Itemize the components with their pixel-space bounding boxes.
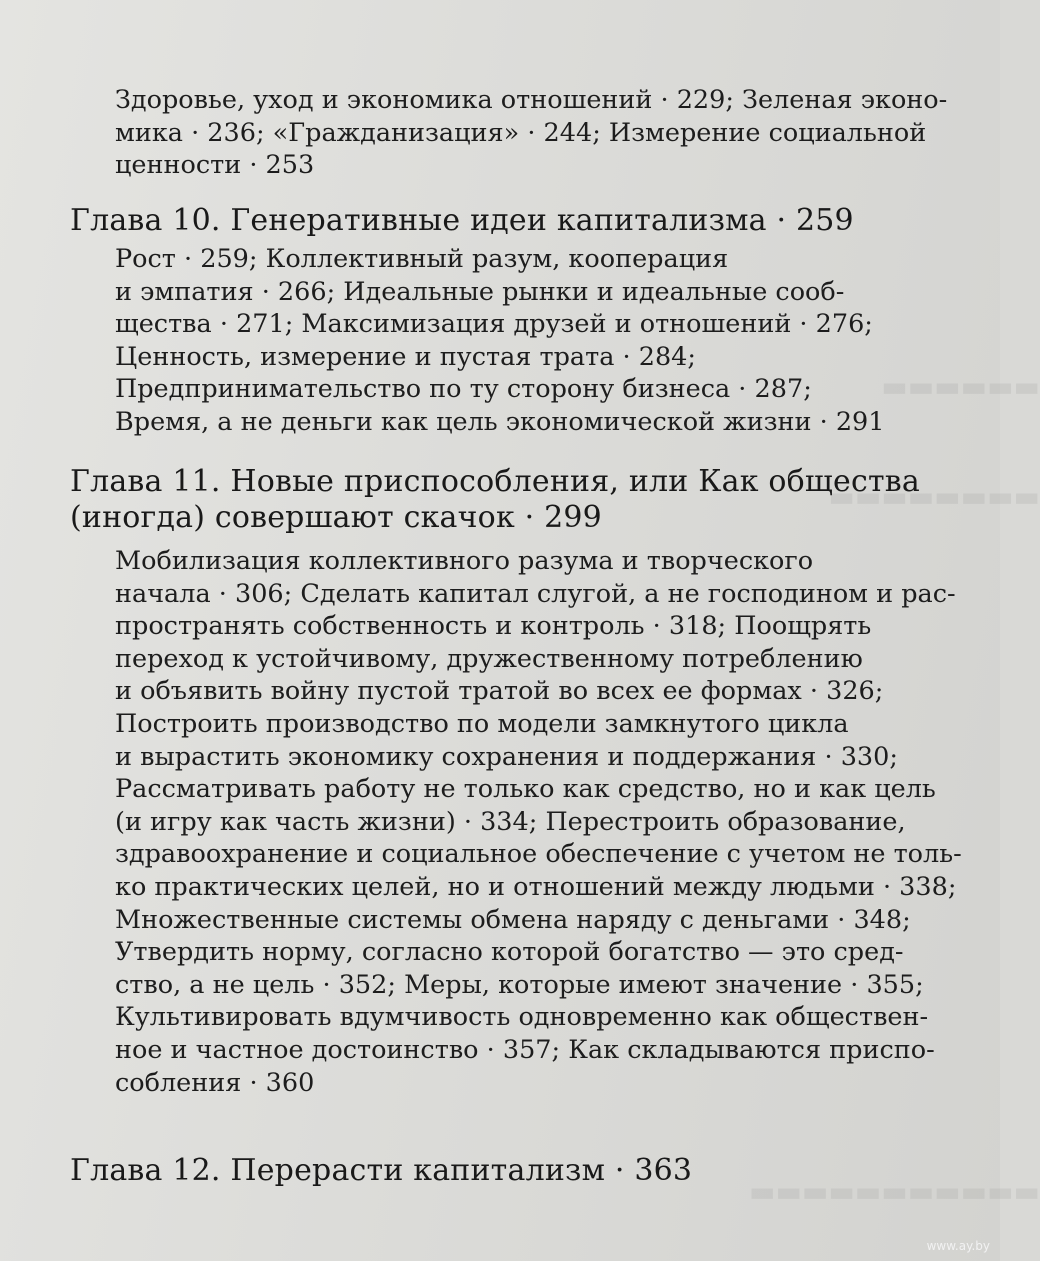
toc-entry-line: пространять собственность и контроль · 318; Поощрять (115, 611, 872, 642)
toc-entry-line: Рост · 259; Коллективный разум, кооперация (115, 244, 729, 274)
chapter-10-heading (70, 203, 950, 239)
chapter-title: (иногда) совершают скачок · 299 (70, 500, 602, 535)
toc-entry-line: Ценность, измерение и пустая трата · 284; (115, 341, 696, 372)
bleed-through: ▬▬▬▬▬▬ (881, 370, 1040, 403)
bleed-through: ▬▬▬▬▬▬▬▬▬▬▬ (748, 1175, 1040, 1208)
toc-section-chapter11 (115, 545, 965, 1099)
toc-entry-line: щества · 271; Максимизация друзей и отношений · 276; (115, 309, 873, 340)
chapter-12-heading (70, 1153, 950, 1189)
site-watermark: www.ay.by (926, 1239, 990, 1253)
chapter-title: Глава 10. Генеративные идеи капитализма · 259 (70, 203, 854, 238)
toc-entry-line: Мобилизация коллективного разума и творческого (115, 546, 814, 576)
toc-entry-line: Рассматривать работу не только как средство, но и как цель (115, 774, 936, 805)
toc-entry-line: собления · 360 (115, 1067, 315, 1098)
chapter-title: Глава 12. Перерасти капитализм · 363 (70, 1153, 693, 1188)
toc-entry-line: начала · 306; Сделать капитал слугой, а не господином и рас- (115, 578, 956, 609)
bleed-through: ▬▬▬▬▬▬▬▬ (828, 480, 1040, 513)
toc-entry-line: Множественные системы обмена наряду с деньгами · 348; (115, 904, 911, 935)
toc-entry-line: (и игру как часть жизни) · 334; Перестроить образование, (115, 806, 906, 837)
toc-entry-line: Утвердить норму, согласно которой богатство — это сред- (115, 937, 904, 968)
toc-entry-line: и эмпатия · 266; Идеальные рынки и идеальные сооб- (115, 276, 845, 307)
toc-section-chapter9-continued (115, 84, 965, 182)
toc-entry-line: Предпринимательство по ту сторону бизнеса · 287; (115, 374, 812, 405)
toc-entry-line: переход к устойчивому, дружественному потреблению (115, 643, 863, 674)
toc-entry-line: ценности · 253 (115, 150, 315, 181)
chapter-11-heading (70, 464, 950, 536)
toc-entry-line: Построить производство по модели замкнутого цикла (115, 708, 849, 739)
toc-entry-line: ство, а не цель · 352; Меры, которые имеют значение · 355; (115, 969, 924, 1000)
toc-entry-line: и вырастить экономику сохранения и поддержания · 330; (115, 741, 898, 772)
toc-entry-line: ко практических целей, но и отношений между людьми · 338; (115, 871, 957, 902)
toc-entry-line: и объявить войну пустой тратой во всех ее формах · 326; (115, 676, 884, 707)
toc-entry-line: ное и частное достоинство · 357; Как складываются приспо- (115, 1034, 935, 1065)
toc-entry-line: здравоохранение и социальное обеспечение с учетом не толь- (115, 839, 962, 870)
toc-section-chapter10 (115, 243, 965, 439)
chapter-title: Глава 11. Новые приспособления, или Как общества (70, 464, 920, 499)
toc-entry-line: Время, а не деньги как цель экономической жизни · 291 (115, 406, 885, 437)
toc-entry-line: Здоровье, уход и экономика отношений · 229; Зеленая эконо- (115, 85, 948, 115)
toc-entry-line: мика · 236; «Гражданизация» · 244; Измерение социальной (115, 117, 927, 148)
toc-entry-line: Культивировать вдумчивость одновременно как обществен- (115, 1002, 929, 1033)
